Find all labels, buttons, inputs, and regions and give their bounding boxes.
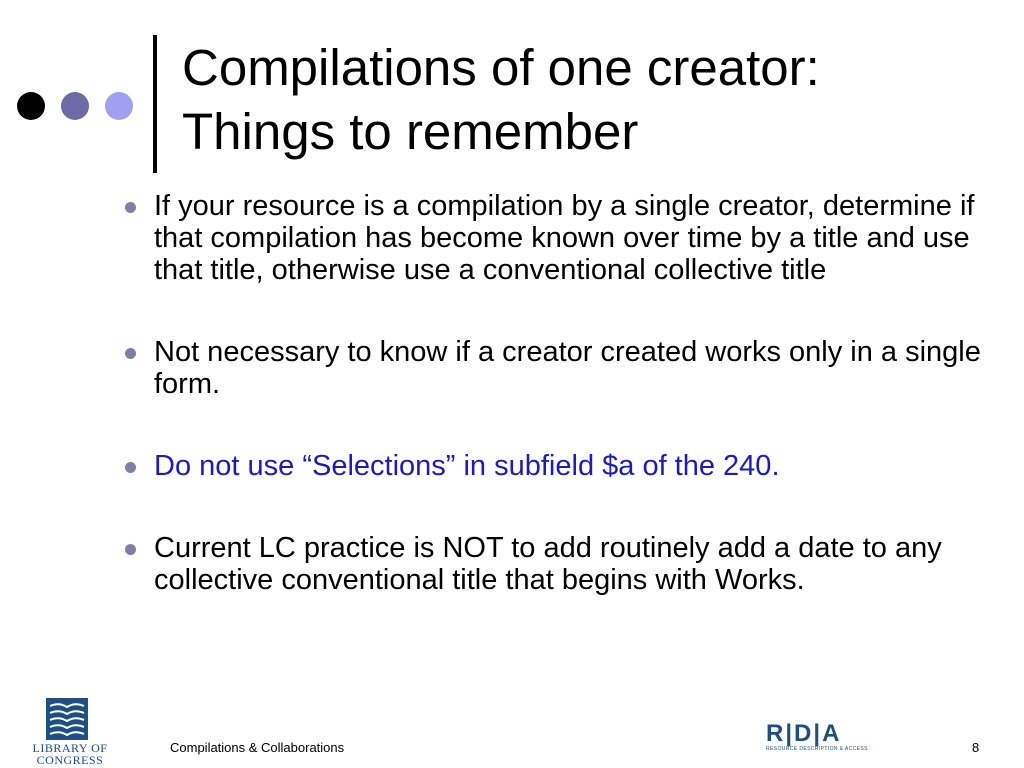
bullet-text-highlighted: Do not use “Selections” in subfield $a of the 240.: [154, 450, 780, 482]
loc-logo-text: [30, 742, 110, 766]
bullet-text: Current LC practice is NOT to add routinely add a date to any collective conventional title that begins with Works.: [154, 532, 942, 596]
bullet-item: [123, 190, 993, 286]
loc-logo-line-1: LIBRARY OF: [32, 741, 108, 755]
loc-logo-line-2: CONGRESS: [36, 753, 104, 767]
bullet-item: [123, 450, 993, 482]
rda-logo: [766, 722, 866, 756]
dot-icon-purple: [61, 92, 89, 120]
slide-title: [182, 36, 1002, 164]
bullet-icon: [125, 544, 136, 555]
rda-subtitle: RESOURCE DESCRIPTION & ACCESS: [766, 746, 868, 752]
bullet-icon: [125, 202, 136, 213]
decorative-dots: [17, 92, 132, 122]
book-icon: [46, 698, 88, 740]
dot-icon-black: [17, 92, 45, 120]
bullet-text: If your resource is a compilation by a single creator, determine if that compilation has become known over time by a title and use that title, otherwise use a conventional collective title: [154, 190, 975, 286]
bullet-item: [123, 336, 993, 400]
footer-title: Compilations & Collaborations: [170, 740, 345, 755]
title-divider: [153, 35, 157, 173]
bullet-item: [123, 532, 993, 596]
slide-title-line-1: Compilations of one creator:: [182, 39, 820, 96]
bullet-icon: [125, 348, 136, 359]
bullet-text: Not necessary to know if a creator created works only in a single form.: [154, 336, 981, 400]
slide-title-line-2: Things to remember: [182, 103, 639, 160]
rda-mark: R|D|A: [766, 720, 842, 747]
bullet-icon: [125, 462, 136, 473]
library-of-congress-logo: [30, 698, 110, 768]
dot-icon-lavender: [105, 92, 133, 120]
page-number: 8: [972, 740, 980, 755]
bullet-list: [123, 190, 993, 596]
